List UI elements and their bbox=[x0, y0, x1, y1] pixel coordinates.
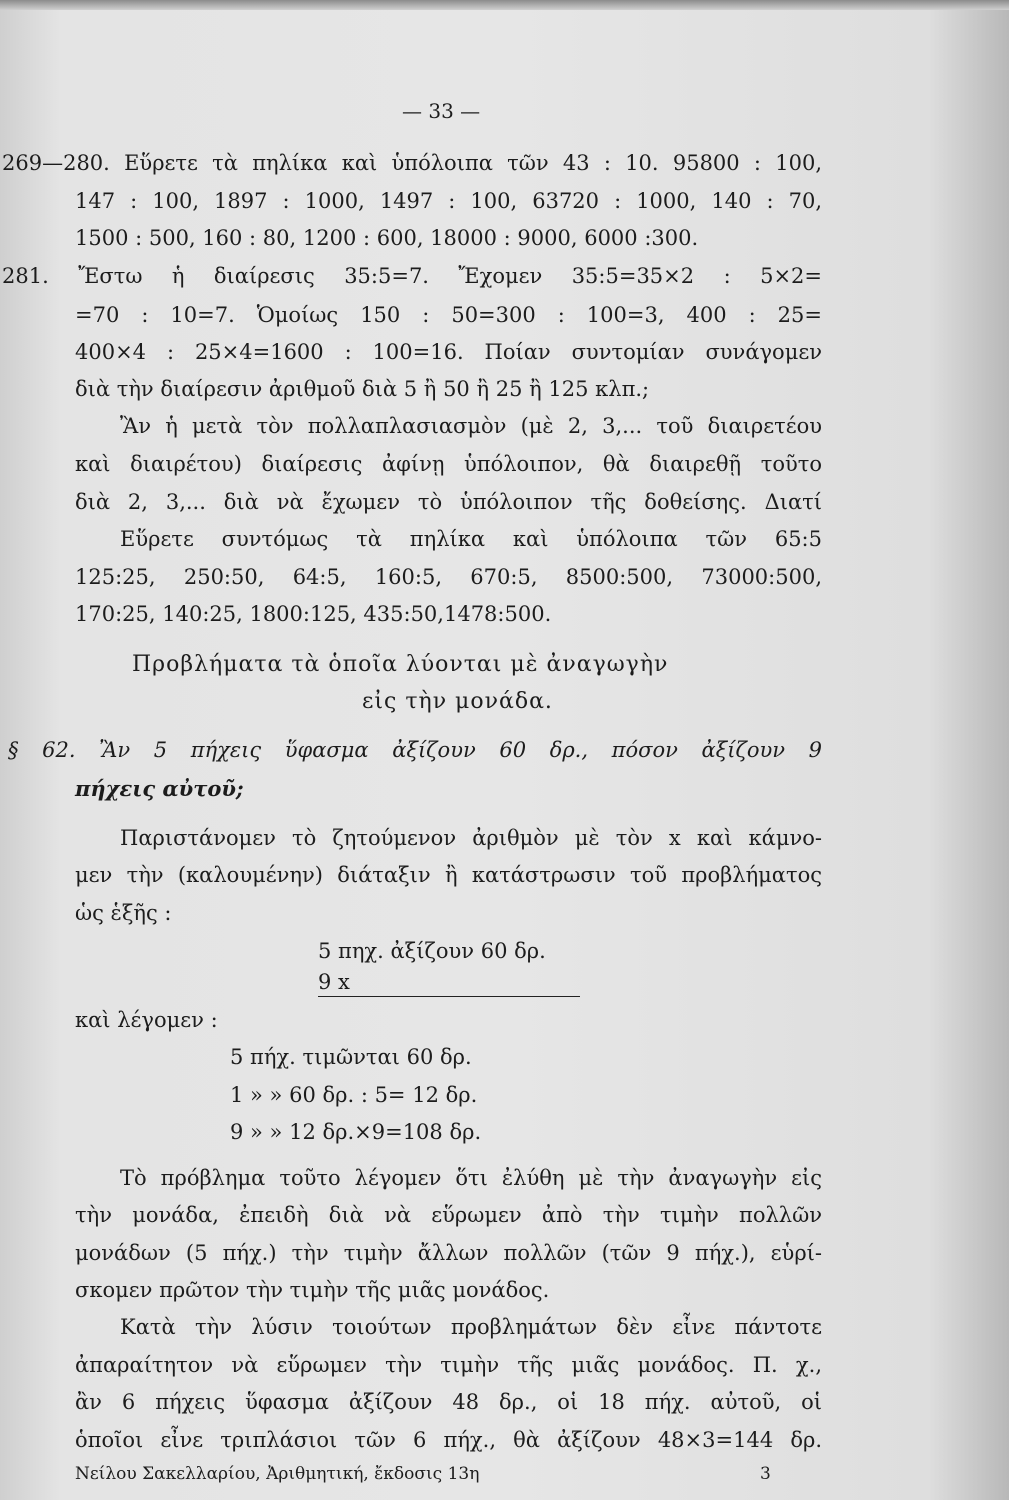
section-heading: Προβλήματα τὰ ὁποῖα λύονται μὲ ἀναγωγὴν bbox=[132, 652, 669, 678]
text-line: 1500 : 500, 160 : 80, 1200 : 600, 18000 : 9000, 6000 :300. bbox=[75, 226, 699, 251]
text-line: διὰ 2, 3,... διὰ νὰ ἔχωμεν τὸ ὑπόλοιπον τῆς δοθείσης. Διατί bbox=[75, 489, 822, 514]
text-line: σκομεν πρῶτον τὴν τιμὴν τῆς μιᾶς μονάδος. bbox=[75, 1278, 550, 1303]
text-line: Εὕρετε συντόμως τὰ πηλίκα καὶ ὑπόλοιπα τῶν 65:5 bbox=[120, 526, 822, 551]
page-top-edge bbox=[0, 0, 1009, 10]
problem-statement: πήχεις αὐτοῦ; bbox=[75, 775, 244, 801]
text-line: ἂν 6 πήχεις ὕφασμα ἀξίζουν 48 δρ., οἱ 18 πήχ. αὐτοῦ, οἱ bbox=[75, 1390, 822, 1415]
text-line: =70 : 10=7. Ὁμοίως 150 : 50=300 : 100=3, 400 : 25= bbox=[75, 303, 822, 328]
solution-line: 9 » » 12 δρ.×9=108 δρ. bbox=[230, 1119, 482, 1144]
text-line: Παριστάνομεν τὸ ζητούμενον ἀριθμὸν μὲ τὸν x καὶ κάμνο- bbox=[120, 826, 822, 851]
text-line: 269—280. Εὕρετε τὰ πηλίκα καὶ ὑπόλοιπα τῶν 43 : 10. 95800 : 100, bbox=[2, 151, 822, 176]
footer-text: Νείλου Σακελλαρίου, Ἀριθμητική, ἔκδοσις 13η bbox=[75, 1464, 480, 1484]
text-line: ὡς ἑξῆς : bbox=[75, 901, 172, 926]
text-line: 400×4 : 25×4=1600 : 100=16. Ποίαν συντομίαν συνάγομεν bbox=[75, 340, 822, 365]
text-line: μεν τὴν (καλουμένην) διάταξιν ἢ κατάστρωσιν τοῦ προβλήματος bbox=[75, 863, 822, 888]
text-line: μονάδων (5 πήχ.) τὴν τιμὴν ἄλλων πολλῶν (τῶν 9 πήχ.), εὑρί- bbox=[75, 1241, 822, 1266]
solution-line: 1 » » 60 δρ. : 5= 12 δρ. bbox=[230, 1082, 478, 1107]
text-line: Τὸ πρόβλημα τοῦτο λέγομεν ὅτι ἐλύθη μὲ τὴν ἀναγωγὴν εἰς bbox=[120, 1166, 822, 1191]
text-line: διὰ τὴν διαίρεσιν ἀριθμοῦ διὰ 5 ἢ 50 ἢ 25 ἢ 125 κλπ.; bbox=[75, 377, 650, 402]
text-line: ἀπαραίτητον νὰ εὕρωμεν τὴν τιμὴν τῆς μιᾶς μονάδος. Π. χ., bbox=[75, 1353, 822, 1378]
problem-statement: § 62. Ἂν 5 πήχεις ὕφασμα ἀξίζουν 60 δρ., πόσον ἀξίζουν 9 bbox=[8, 737, 822, 762]
arrangement-rule bbox=[318, 996, 580, 997]
text-line: Κατὰ τὴν λύσιν τοιούτων προβλημάτων δὲν εἶνε πάντοτε bbox=[120, 1315, 822, 1340]
text-line: καὶ λέγομεν : bbox=[75, 1008, 218, 1032]
text-line: ὁποῖοι εἶνε τριπλάσιοι τῶν 6 πήχ., θὰ ἀξίζουν 48×3=144 δρ. bbox=[75, 1428, 822, 1452]
arrangement-line: 5 πηχ. ἀξίζουν 60 δρ. bbox=[318, 938, 546, 963]
text-line: τὴν μονάδα, ἐπειδὴ διὰ νὰ εὕρωμεν ἀπὸ τὴν τιμὴν πολλῶν bbox=[75, 1203, 822, 1228]
text-line: Ἂν ἡ μετὰ τὸν πολλαπλασιασμὸν (μὲ 2, 3,... τοῦ διαιρετέου bbox=[120, 413, 822, 438]
arrangement-line: 9 x bbox=[318, 970, 350, 995]
text-line: 125:25, 250:50, 64:5, 160:5, 670:5, 8500:500, 73000:500, bbox=[75, 564, 822, 589]
footer-signature: 3 bbox=[760, 1464, 771, 1484]
page-number: — 33 — bbox=[402, 99, 481, 123]
text-line: 281. Ἔστω ἡ διαίρεσις 35:5=7. Ἔχομεν 35:5=35×2 : 5×2= bbox=[2, 264, 822, 289]
section-heading: εἰς τὴν μονάδα. bbox=[362, 689, 553, 715]
text-line: 170:25, 140:25, 1800:125, 435:50,1478:500. bbox=[75, 601, 552, 626]
solution-line: 5 πήχ. τιμῶνται 60 δρ. bbox=[230, 1044, 472, 1069]
text-line: καὶ διαιρέτου) διαίρεσις ἀφίνῃ ὑπόλοιπον, θὰ διαιρεθῇ τοῦτο bbox=[75, 451, 822, 476]
text-line: 147 : 100, 1897 : 1000, 1497 : 100, 63720 : 1000, 140 : 70, bbox=[75, 189, 822, 214]
